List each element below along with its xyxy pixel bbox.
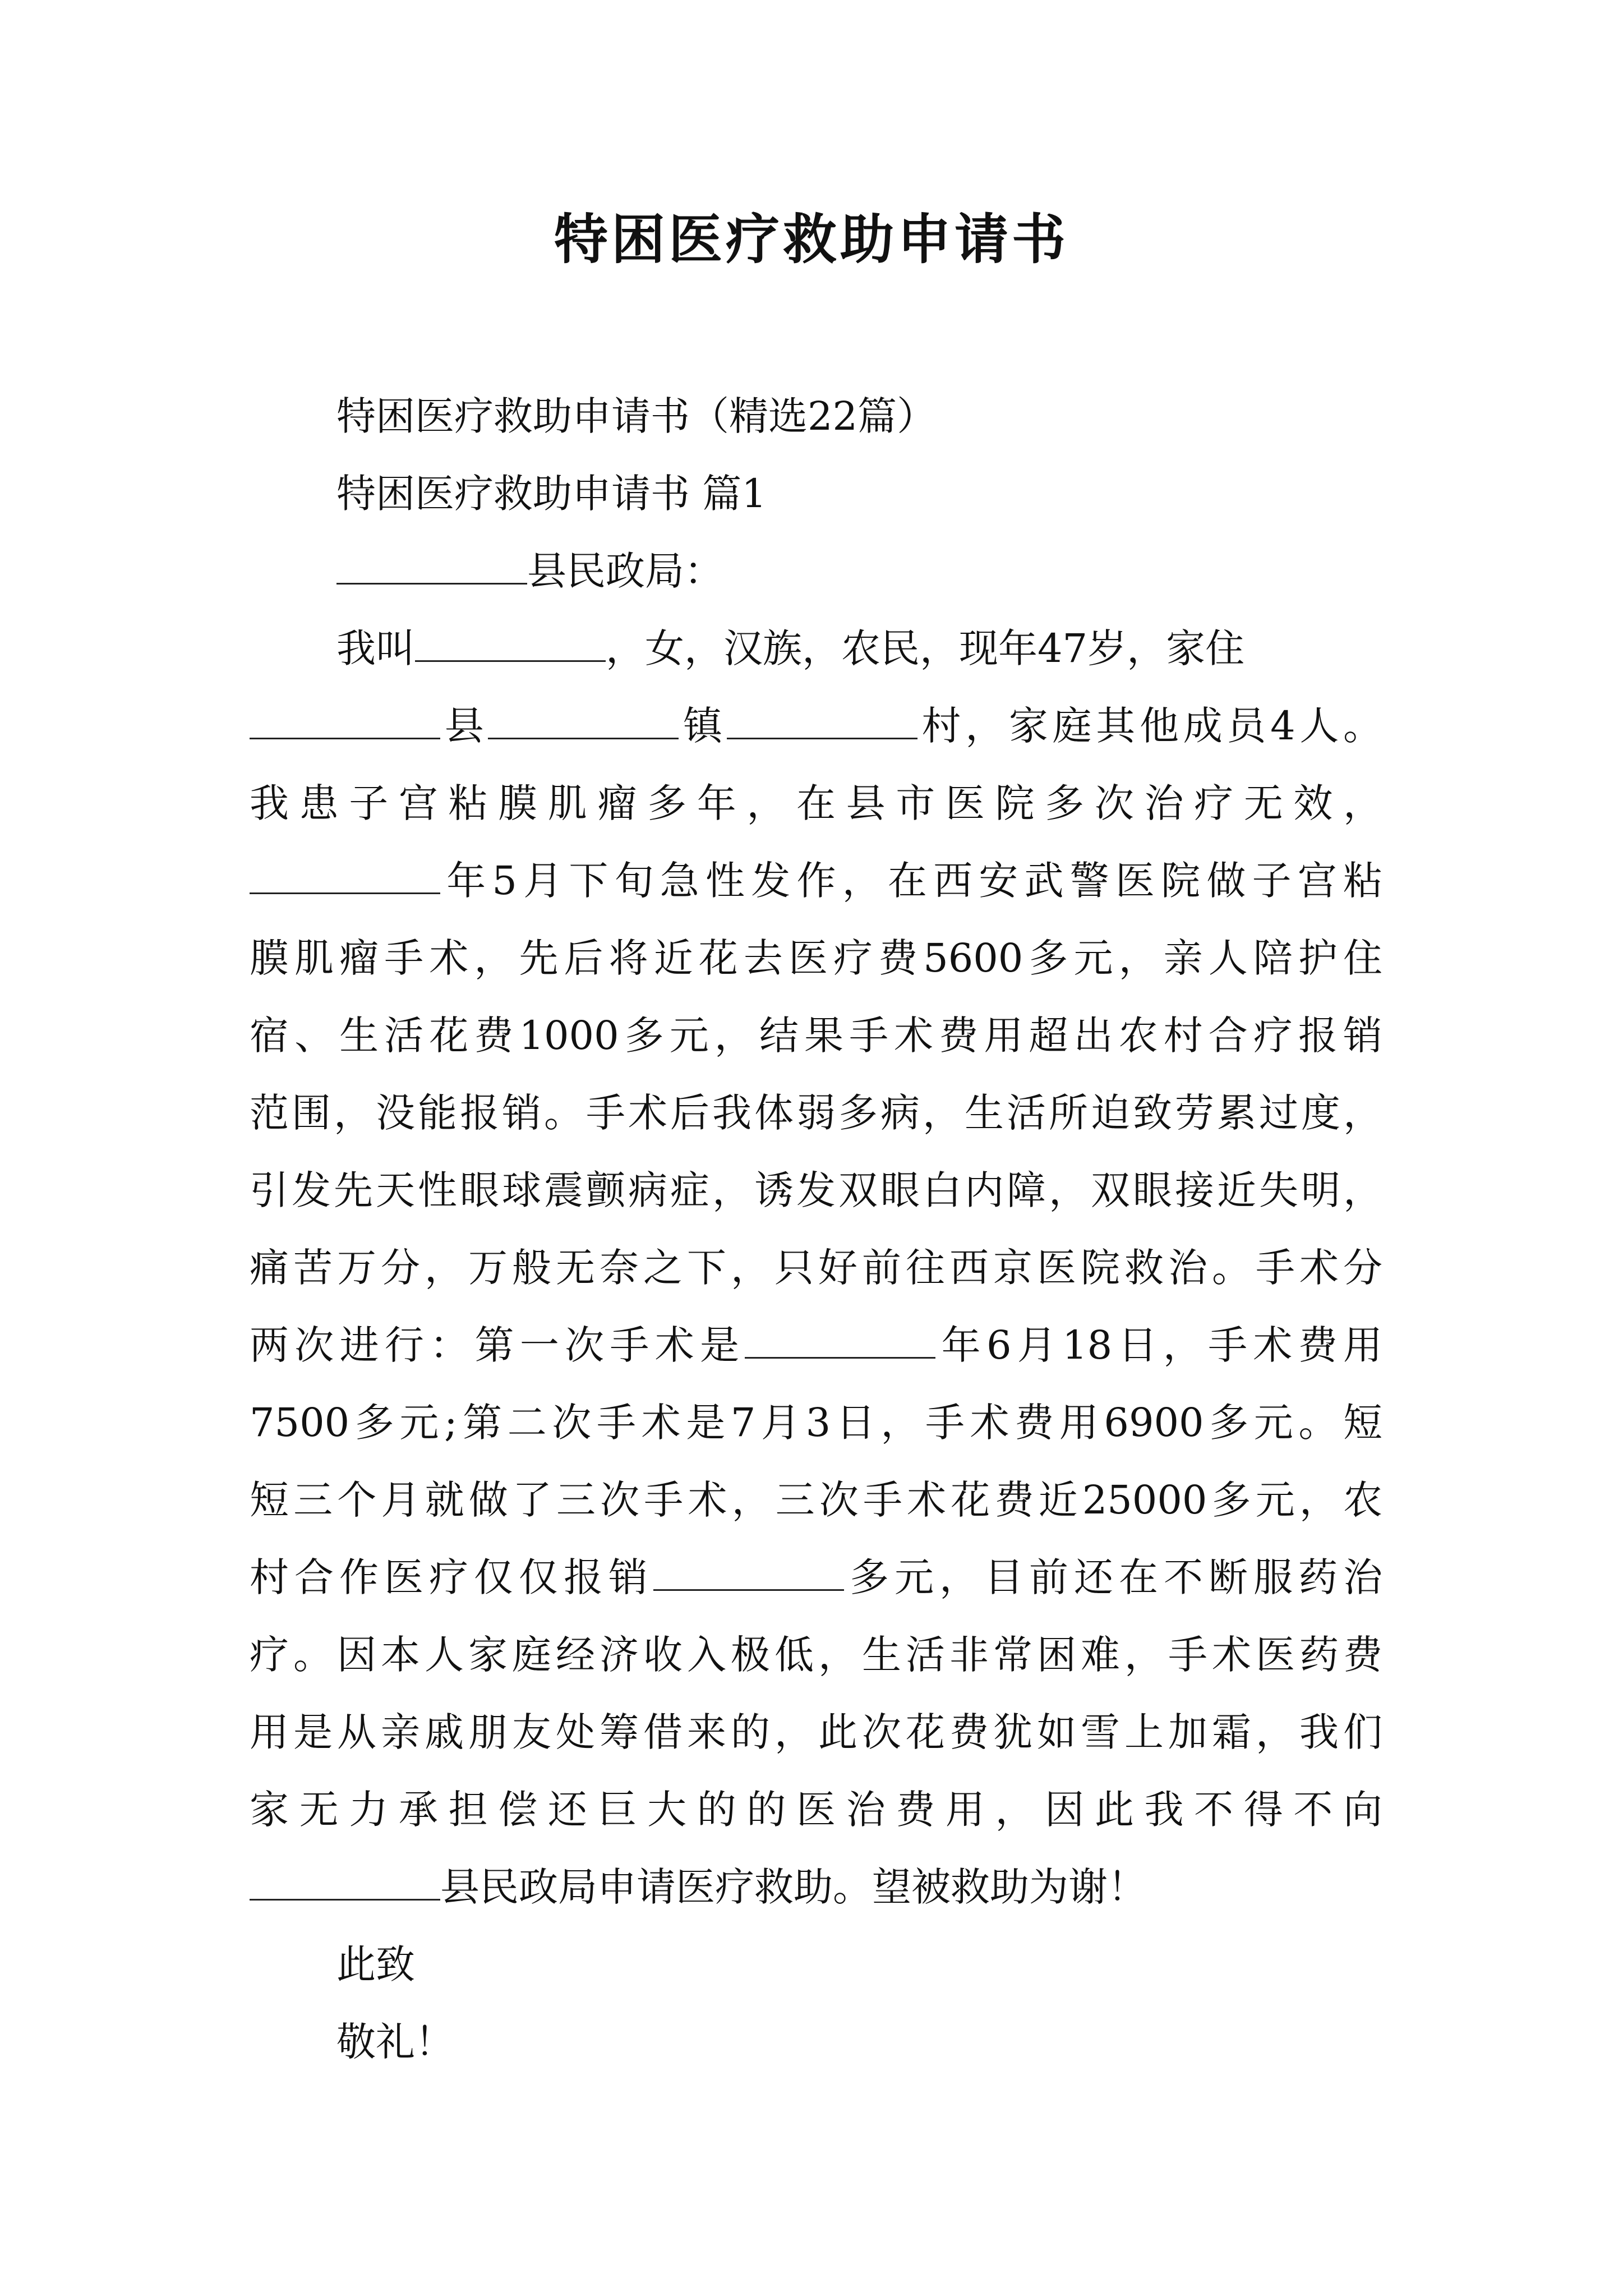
body-text: 县民政局申请医疗救助。望被救助为谢！ <box>440 1864 1147 1910</box>
body-line: 膜肌瘤手术，先后将近花去医疗费5600多元，亲人陪护住 <box>250 935 1382 981</box>
body-line <box>250 1859 1147 1915</box>
body-text: 我叫 <box>336 625 415 671</box>
body-text: 年5月下旬急性发作，在西安武警医院做子宫粘 <box>440 858 1382 904</box>
body-text: 年6月18日，手术费用 <box>935 1322 1383 1368</box>
blank-field <box>250 703 440 739</box>
body-line <box>336 620 1244 677</box>
body-line: 我患子宫粘膜肌瘤多年，在县市医院多次治疗无效， <box>250 780 1382 826</box>
body-line: 宿、生活花费1000多元，结果手术费用超出农村合疗报销 <box>250 1013 1382 1059</box>
body-line: 用是从亲戚朋友处筹借来的，此次花费犹如雪上加霜，我们 <box>250 1709 1382 1755</box>
body-text: 村合作医疗仅仅报销 <box>250 1554 653 1600</box>
body-line: 疗。因本人家庭经济收入极低，生活非常困难，手术医药费 <box>250 1632 1382 1678</box>
body-line: 短三个月就做了三次手术，三次手术花费近25000多元，农 <box>250 1477 1382 1523</box>
blank-field <box>250 1864 440 1901</box>
body-line: 引发先天性眼球震颤病症，诱发双眼白内障，双眼接近失明， <box>250 1167 1382 1213</box>
body-line: 家无力承担偿还巨大的的医治费用，因此我不得不向 <box>250 1787 1382 1833</box>
blank-field <box>336 548 527 585</box>
body-text: 多元，目前还在不断服药治 <box>844 1554 1382 1600</box>
blank-field <box>488 703 679 739</box>
body-text: 镇 <box>679 703 727 749</box>
body-line <box>250 1317 1382 1373</box>
body-line: 7500多元;第二次手术是7月3日，手术费用6900多元。短 <box>250 1400 1382 1446</box>
body-line <box>250 698 1382 754</box>
body-text: 县 <box>440 703 488 749</box>
body-line <box>250 1549 1382 1605</box>
body-text: 村，家庭其他成员4人。 <box>917 703 1383 749</box>
blank-field <box>415 625 606 662</box>
section-heading: 特困医疗救助申请书 篇1 <box>336 471 767 517</box>
body-line: 痛苦万分，万般无奈之下，只好前往西京医院救治。手术分 <box>250 1245 1382 1291</box>
body-text: 两次进行：第一次手术是 <box>250 1322 745 1368</box>
body-text: ，女，汉族，农民，现年47岁，家住 <box>606 625 1245 671</box>
blank-field <box>653 1554 844 1591</box>
blank-field <box>745 1322 935 1359</box>
blank-field <box>250 858 440 894</box>
recipient-line <box>336 543 723 599</box>
document-title: 特困医疗救助申请书 <box>554 208 1069 271</box>
body-line: 范围，没能报销。手术后我体弱多病，生活所迫致劳累过度， <box>250 1090 1382 1136</box>
subtitle: 特困医疗救助申请书（精选22篇） <box>336 393 937 439</box>
closing-regards: 敬礼！ <box>336 2019 454 2065</box>
recipient-text: 县民政局： <box>527 548 723 594</box>
blank-field <box>727 703 917 739</box>
body-line <box>250 853 1382 909</box>
closing-salutation: 此致 <box>336 1941 415 1987</box>
